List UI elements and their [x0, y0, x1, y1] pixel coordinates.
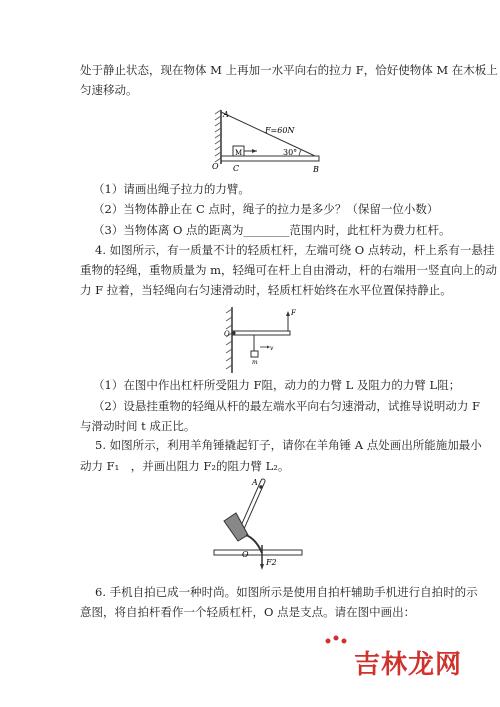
- figure-claw-hammer: [212, 475, 307, 575]
- problem-4-question-2: 与滑动时间 t 成正比。: [80, 419, 196, 433]
- problem-5-line: 5. 如图所示，利用羊角锤撬起钉子，请你在羊角锤 A 点处画出所能施加最小: [95, 438, 482, 452]
- label-A: A: [252, 478, 258, 487]
- problem-6-line: 6. 手机自拍已成一种时尚。如图所示是使用自拍杆辅助手机进行自拍时的示: [95, 585, 478, 599]
- watermark-logo-icon: [324, 633, 352, 647]
- problem-4-line: 重物的轻绳，重物质量为 m，轻绳可在杆上自由滑动，杆的右端用一竖直向上的动: [80, 263, 498, 277]
- problem-4-line: 4. 如图所示，有一质量不计的轻质杠杆，左端可绕 O 点转动，杆上系有一悬挂: [95, 243, 495, 257]
- watermark: 吉林龙网: [353, 650, 462, 680]
- label-A: A: [223, 110, 229, 119]
- label-O: O: [224, 330, 230, 338]
- text-line: 处于静止状态，现在物体 M 上再加一水平向右的拉力 F，恰好使物体 M 在木板上: [80, 63, 498, 77]
- label-F: F=60N: [265, 126, 295, 135]
- problem-5-line: 动力 F₁ ，并画出阻力 F₂的阻力臂 L₂。: [80, 459, 290, 473]
- figure-horizontal-lever: [222, 305, 302, 375]
- label-F: F: [291, 309, 296, 317]
- question-1: （1）请画出绳子拉力的力臂。: [93, 182, 250, 196]
- label-C: C: [233, 164, 240, 173]
- question-3: （3）当物体离 O 点的距离为________范围内时，此杠杆为费力杠杆。: [93, 223, 451, 237]
- label-O: O: [242, 550, 249, 559]
- label-m: m: [252, 359, 258, 366]
- label-v: v: [270, 345, 274, 352]
- label-O: O: [212, 162, 219, 171]
- question-2: （2）当物体静止在 C 点时，绳子的拉力是多少？（保留一位小数）: [93, 202, 439, 216]
- label-F2: F2: [266, 558, 277, 567]
- text-line: 匀速移动。: [80, 83, 138, 97]
- figure-rope-lever: [195, 108, 325, 174]
- problem-4-question-1: （1）在图中作出杠杆所受阻力 F阻，动力的力臂 L 及阻力的力臂 L阻；: [93, 378, 461, 392]
- problem-4-line: 力 F 拉着，当轻绳向右匀速滑动时，轻质杠杆始终在水平位置保持静止。: [80, 283, 452, 297]
- label-B: B: [313, 165, 319, 174]
- problem-6-line: 意图，将自拍杆看作一个轻质杠杆，O 点是支点。请在图中画出：: [80, 605, 416, 619]
- label-angle: 30°: [283, 148, 298, 157]
- problem-4-question-2: （2）设悬挂重物的轻绳从杆的最左端水平向右匀速滑动，试推导说明动力 F: [93, 399, 480, 413]
- label-M: M: [235, 149, 243, 157]
